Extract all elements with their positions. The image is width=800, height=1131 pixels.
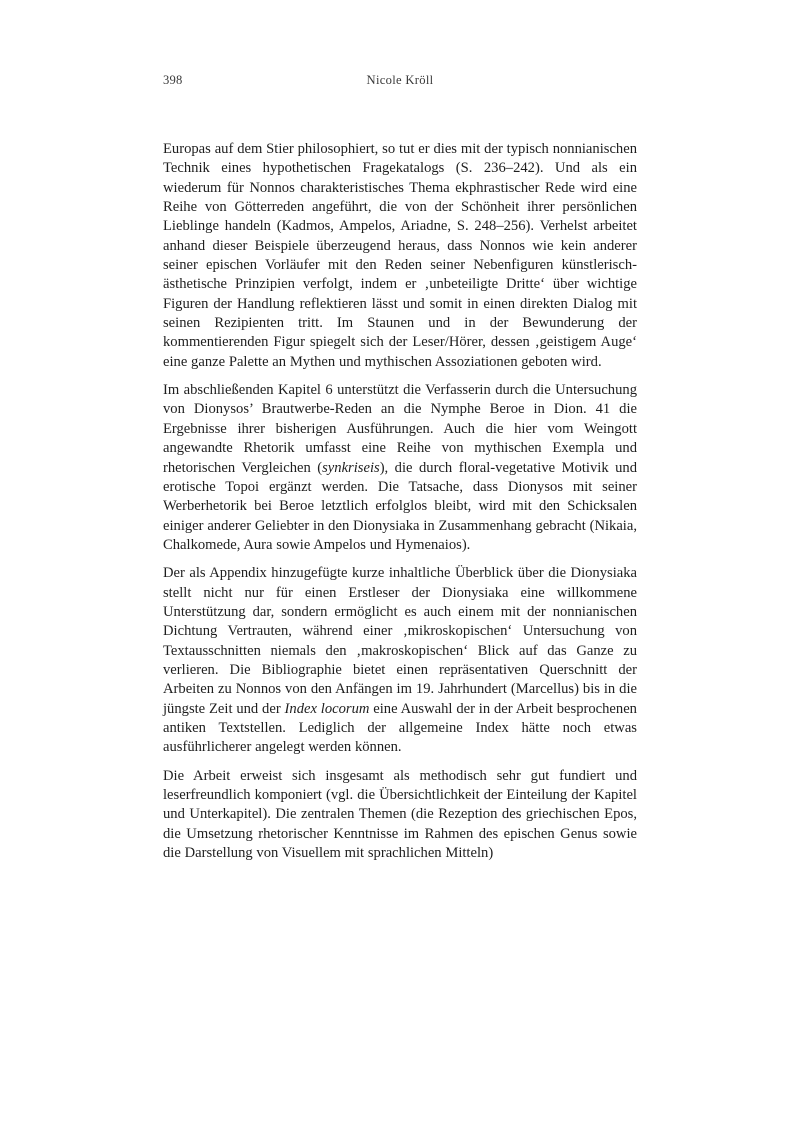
paragraph-1 <box>163 140 637 372</box>
paragraph-3 <box>163 564 637 757</box>
running-header-title: Nicole Kröll <box>366 73 434 87</box>
text-run: Der als Appendix hinzugefügte kurze inhaltliche Überblick über die Dionysiaka stellt nicht nur für einen Erstleser der Dionysiaka eine willkommene Unterstützung dar, sondern ermöglicht es auch einem mit der nonnianischen Dichtung Vertrauten, während einer ‚mikroskopischen‘ Untersuchung von Textausschnitten niemals den ‚makroskopischen‘ Blick auf das Ganze zu verlieren. Die Bibliographie bietet einen repräsentativen Querschnitt der Arbeiten zu Nonnos von den Anfängen im 19. Jahrhundert (Marcellus) bis in die jüngste Zeit und der <box>163 565 637 717</box>
body-text-block <box>163 140 637 863</box>
text-run: Die Arbeit erweist sich insgesamt als methodisch sehr gut fundiert und leserfreundlich komponiert (vgl. die Übersichtlichkeit der Einteilung der Kapitel und Unterkapitel). Die zentralen Themen (die Rezeption des griechischen Epos, die Umsetzung rhetorischer Kenntnisse im Rahmen des epischen Genus sowie die Darstellung von Visuellem mit sprachlichen Mitteln) <box>163 767 637 862</box>
page-number: 398 <box>163 73 183 87</box>
paragraph-2 <box>163 381 637 555</box>
running-header <box>163 71 637 89</box>
paragraph-4 <box>163 767 637 864</box>
italic-term: Index locorum <box>284 700 370 717</box>
text-run: eine Auswahl der in der Arbeit besprochenen antiken Textstellen. Lediglich der allgemeine Index hätte noch etwas ausführlicherer angelegt werden können. <box>163 700 637 756</box>
text-run: Europas auf dem Stier philosophiert, so tut er dies mit der typisch nonnianischen Technik eines hypothetischen Fragekatalogs (S. 236–242). Und als ein wiederum für Nonnos charakteristisches Thema ekphrastischer Rede wird eine Reihe von Götterreden angeführt, die von der Schönheit ihrer persönlichen Lieblinge handeln (Kadmos, Ampelos, Ariadne, S. 248–256). Verhelst arbeitet anhand dieser Beispiele überzeugend heraus, dass Nonnos wie kein anderer seiner epischen Vorläufer mit den Reden seiner Nebenfiguren künstlerisch-ästhetische Prinzipien verfolgt, indem er ‚unbeteiligte Dritte‘ über wichtige Figuren der Handlung reflektieren lässt und somit in einen direkten Dialog mit seinen Rezipienten tritt. Im Staunen und in der Bewunderung der kommentierenden Figur spiegelt sich der Leser/Hörer, dessen ‚geistigem Auge‘ eine ganze Palette an Mythen und mythischen Assoziationen geboten wird. <box>163 141 637 370</box>
text-run: ), die durch floral-vegetative Motivik und erotische Topoi ergänzt werden. Die Tatsache, dass Dionysos mit seiner Werberhetorik bei Beroe letztlich erfolglos bleibt, wird mit den Schicksalen einiger anderer Geliebter in den Dionysiaka in Zusammenhang gebracht (Nikaia, Chalkomede, Aura sowie Ampelos und Hymenaios). <box>163 459 638 553</box>
text-run: Im abschließenden Kapitel 6 unterstützt die Verfasserin durch die Untersuchung von Dionysos’ Brautwerbe-Reden an die Nymphe Beroe in Dion. 41 die Ergebnisse ihrer bisherigen Ausführungen. Auch die hier vom Weingott angewandte Rhetorik umfasst eine Reihe von mythischen Exempla und rhetorischen Vergleichen ( <box>163 382 637 476</box>
italic-term: synkriseis <box>322 459 380 476</box>
